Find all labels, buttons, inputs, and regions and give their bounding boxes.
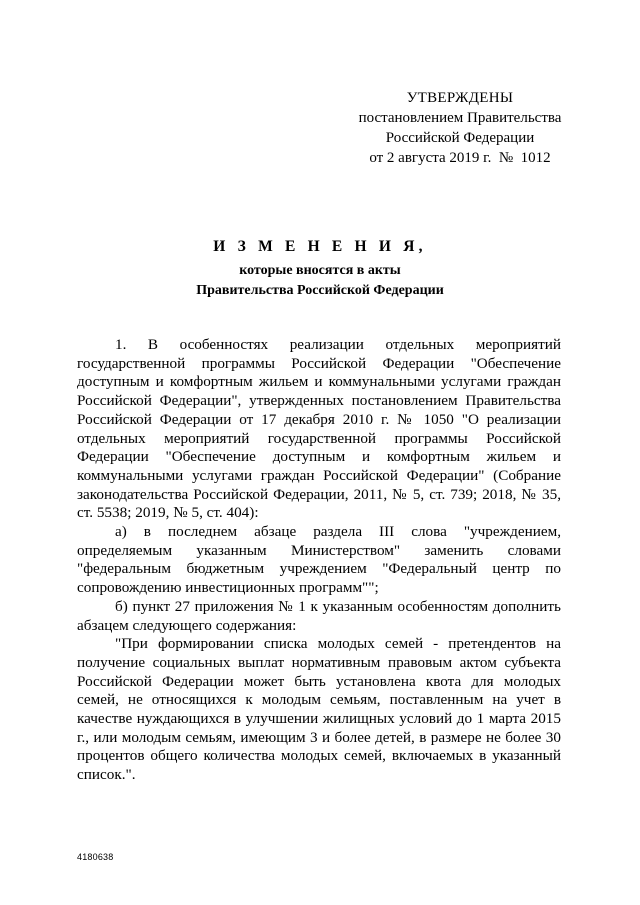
document-subtitle-line-1: которые вносятся в акты — [239, 263, 401, 278]
document-code: 4180638 — [77, 852, 114, 862]
document-title: И З М Е Н Е Н И Я, — [213, 238, 427, 255]
approval-date-number: от 2 августа 2019 г. № 1012 — [369, 150, 551, 166]
document-body — [77, 336, 561, 785]
paragraph-b: б) пункт 27 приложения № 1 к указанным особенностям дополнить абзацем следующего содержания: — [77, 597, 561, 634]
document-heading — [0, 236, 640, 301]
approval-line-1: постановлением Правительства — [358, 110, 562, 126]
approval-stamp — [340, 88, 580, 168]
document-subtitle-line-2: Правительства Российской Федерации — [196, 283, 444, 298]
approval-title: УТВЕРЖДЕНЫ — [406, 90, 514, 106]
paragraph-1: 1. В особенностях реализации отдельных мероприятий государственной программы Российской Федерации "Обеспечение доступным и комфортным жильем и коммунальными услугами граждан Российской Федерации", утвержденных постановлением Правительства Российской Федерации от 17 декабря 2010 г. № 1050 "О реализации отдельных мероприятий государственной программы Российской Федерации "Обеспечение доступным и комфортным жильем и коммунальными услугами граждан Российской Федерации" (Собрание законодательства Российской Федерации, 2011, № 5, ст. 739; 2018, № 35, ст. 5538; 2019, № 5, ст. 404): — [77, 336, 561, 522]
paragraph-a: а) в последнем абзаце раздела III слова "учреждением, определяемым указанным Министерством" заменить словами "федеральным бюджетным учреждением "Федеральный центр по сопровождению инвестиционных программ""; — [77, 523, 561, 597]
paragraph-quote: "При формировании списка молодых семей - претендентов на получение социальных выплат нормативным правовым актом субъекта Российской Федерации может быть установлена квота для молодых семей, не относящихся к молодым семьям, поставленным на учет в качестве нуждающихся в улучшении жилищных условий до 1 марта 2015 г., или молодым семьям, имеющим 3 и более детей, в размере не более 30 процентов общего количества молодых семей, включаемых в указанный список.". — [77, 635, 561, 784]
approval-line-2: Российской Федерации — [385, 130, 535, 146]
